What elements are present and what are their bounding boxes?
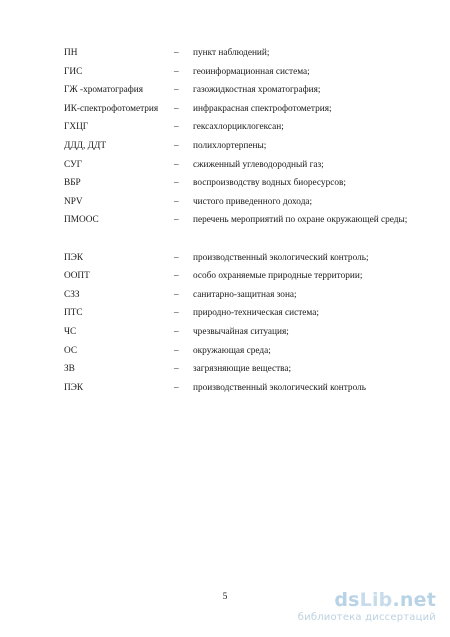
abbreviation-term: ПТС [64,308,83,319]
abbreviation-dash: – [174,252,179,263]
watermark-subtitle: библиотека диссертаций [297,612,436,623]
abbreviation-dash: – [174,48,179,58]
abbreviation-definition: газожидкостная хроматография; [193,85,321,96]
abbreviation-dash: – [174,215,179,226]
abbreviation-definition: геоинформационная система; [193,66,310,77]
abbreviation-term: ГИС [64,66,83,77]
abbreviation-row [64,342,416,361]
abbreviation-row [64,174,416,193]
abbreviation-row [64,211,416,248]
abbreviation-term: ПЭК [64,252,84,263]
page-number: 5 [222,592,228,602]
abbreviation-row [64,379,416,398]
abbreviation-row [64,193,416,212]
abbreviation-row [64,137,416,156]
abbreviation-definition: природно-техническая система; [193,308,319,319]
abbreviation-term: ПМООС [64,215,99,226]
abbreviations-list [64,44,416,397]
abbreviation-definition: окружающая среда; [193,345,271,356]
abbreviation-term: ЗВ [64,364,75,375]
abbreviation-row [64,156,416,175]
abbreviation-row [64,81,416,100]
abbreviation-dash: – [174,103,179,114]
abbreviation-row [64,323,416,342]
abbreviation-row [64,360,416,379]
abbreviation-definition: сжиженный углеводородный газ; [193,159,324,170]
abbreviation-term: ГХЦГ [64,122,89,133]
abbreviation-definition: производственный экологический контроль [193,382,366,393]
abbreviation-term: ПН [64,48,78,58]
abbreviation-row [64,100,416,119]
abbreviation-term: ГЖ -хроматография [64,85,144,96]
abbreviation-row [64,304,416,323]
abbreviation-term: ВБР [64,178,81,189]
abbreviation-definition: перечень мероприятий по охране окружающей среды; [193,215,408,226]
abbreviation-definition: чистого приведенного дохода; [193,196,313,207]
abbreviation-row [64,63,416,82]
abbreviation-dash: – [174,289,179,300]
abbreviation-term: NPV [64,196,83,207]
abbreviation-definition: чрезвычайная ситуация; [193,326,289,337]
abbreviation-definition: загрязняющие вещества; [193,364,292,375]
abbreviation-definition: гексахлорциклогексан; [193,122,284,133]
abbreviation-definition: инфракрасная спектрофотометрия; [193,103,332,114]
abbreviation-definition: санитарно-защитная зона; [193,289,297,300]
abbreviation-definition: воспроизводству водных биоресурсов; [193,178,346,189]
abbreviation-row [64,118,416,137]
abbreviation-definition: полихлортерпены; [193,140,267,151]
abbreviation-dash: – [174,66,179,77]
abbreviation-definition: производственный экологический контроль; [193,252,369,263]
abbreviation-dash: – [174,140,179,151]
abbreviation-term: ДДД, ДДТ [64,140,107,151]
abbreviation-dash: – [174,178,179,189]
abbreviation-definition: пункт наблюдений; [193,48,270,58]
abbreviation-dash: – [174,382,179,393]
abbreviation-term: ЧС [64,326,77,337]
abbreviation-dash: – [174,326,179,337]
abbreviation-dash: – [174,364,179,375]
abbreviation-dash: – [174,122,179,133]
abbreviation-row [64,267,416,286]
abbreviation-row [64,286,416,305]
abbreviation-term: ООПТ [64,271,90,282]
abbreviation-term: ПЭК [64,382,84,393]
abbreviation-dash: – [174,345,179,356]
abbreviation-term: ИК-спектрофотометрия [64,103,159,114]
abbreviation-definition: особо охраняемые природные территории; [193,271,363,282]
abbreviation-dash: – [174,271,179,282]
abbreviation-row [64,249,416,268]
abbreviation-row [64,44,416,63]
watermark [266,590,436,625]
abbreviation-term: ОС [64,345,78,356]
watermark-logo: dsLib.net [334,589,436,611]
abbreviation-dash: – [174,159,179,170]
abbreviation-dash: – [174,196,179,207]
abbreviation-dash: – [174,85,179,96]
abbreviation-term: СЗЗ [64,289,80,300]
abbreviation-dash: – [174,308,179,319]
abbreviation-term: СУГ [64,159,83,170]
